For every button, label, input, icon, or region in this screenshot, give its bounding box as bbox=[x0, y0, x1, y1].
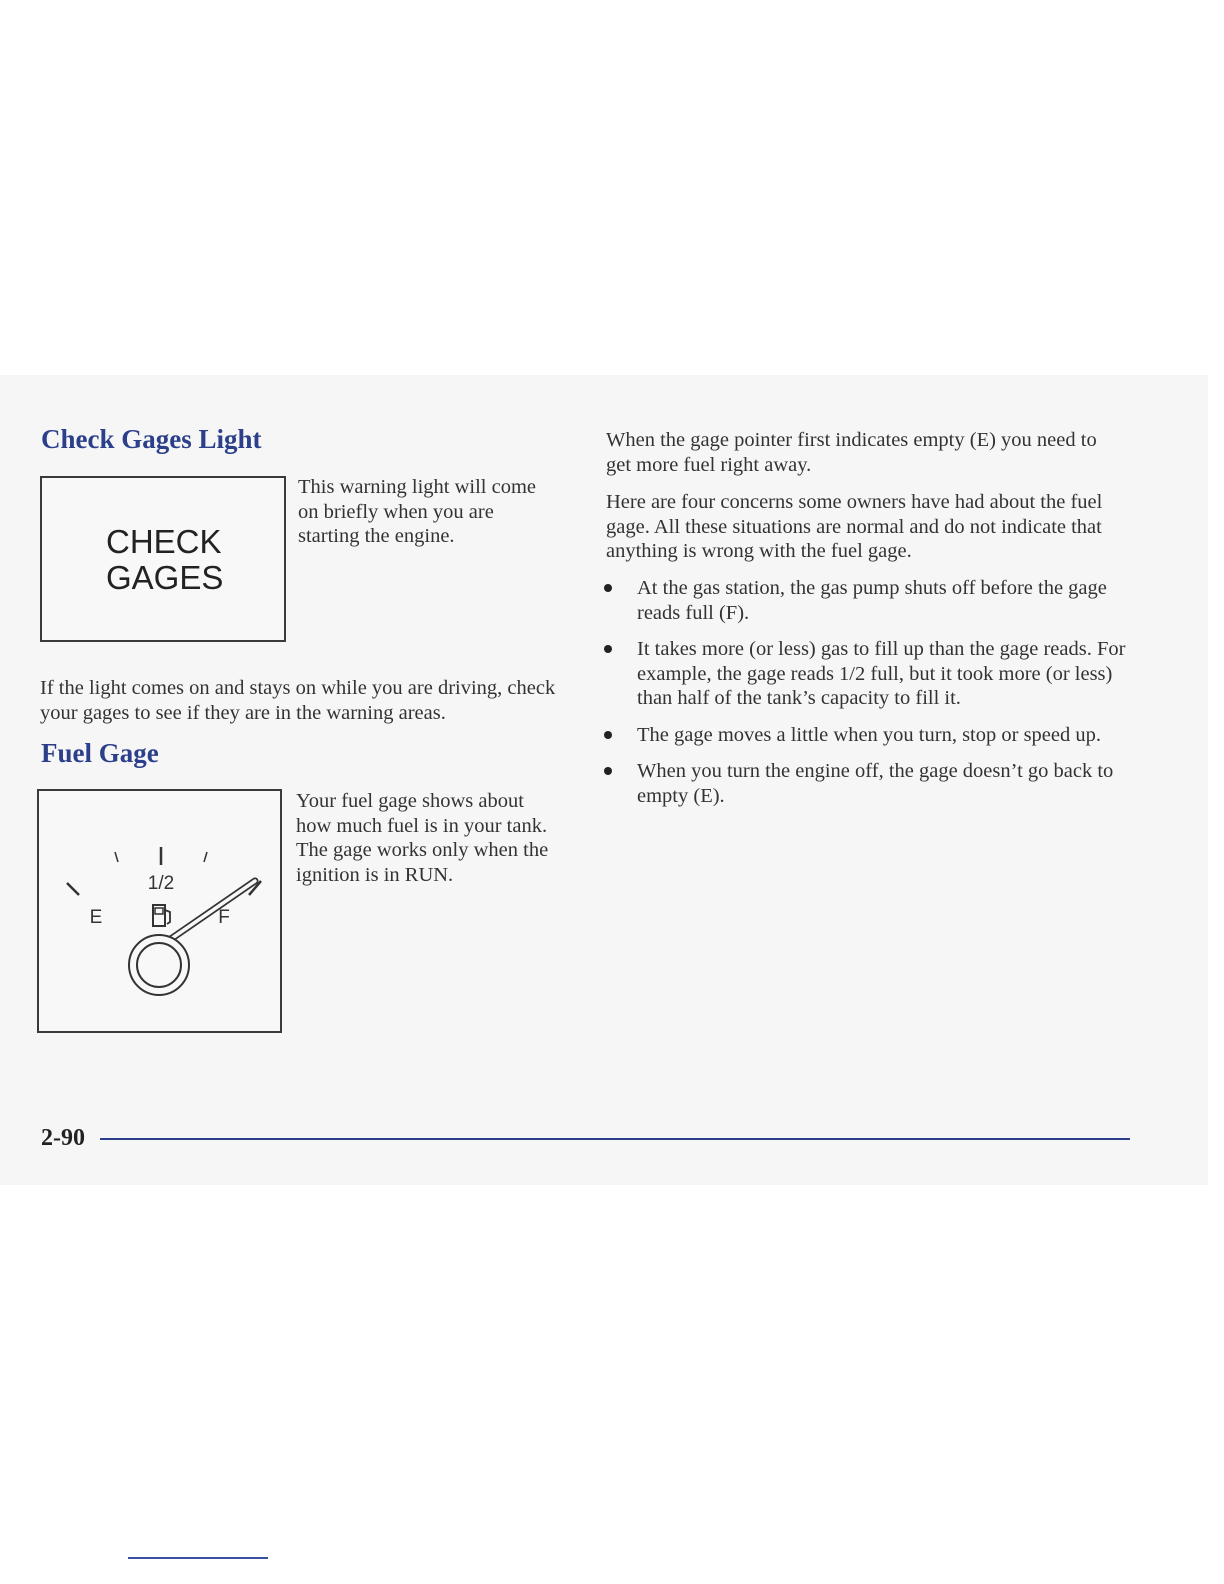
bullet-icon bbox=[604, 645, 612, 653]
check-light-line-2: GAGES bbox=[106, 559, 224, 596]
fuel-pump-icon bbox=[153, 905, 170, 926]
quarter-tick-left bbox=[115, 852, 118, 862]
right-paragraph-2: Here are four concerns some owners have had about the fuel gage. All these situations are normal and do not indicate that anything is wrong with the fuel gage. bbox=[606, 491, 1103, 562]
list-item-text: The gage moves a little when you turn, stop or speed up. bbox=[637, 723, 1101, 746]
right-paragraph-1: When the gage pointer first indicates empty (E) you need to get more fuel right away. bbox=[606, 429, 1097, 476]
fuel-gage-description: Your fuel gage shows about how much fuel is in your tank. The gage works only when the ignition is in RUN. bbox=[296, 790, 549, 886]
quarter-tick-right bbox=[204, 852, 207, 862]
list-item bbox=[604, 576, 1134, 625]
concerns-list bbox=[604, 576, 1134, 820]
list-item bbox=[604, 637, 1134, 711]
fuel-gage-heading: Fuel Gage bbox=[41, 738, 159, 768]
check-gages-light-illustration bbox=[40, 476, 286, 642]
check-gages-description: This warning light will come on briefly when you are starting the engine. bbox=[298, 476, 536, 547]
list-item-text: At the gas station, the gas pump shuts off before the gage reads full (F). bbox=[637, 577, 1107, 624]
bullet-icon bbox=[604, 584, 612, 592]
check-gages-paragraph: If the light comes on and stays on while you are driving, check your gages to see if they are in the warning areas. bbox=[40, 677, 556, 724]
list-item bbox=[604, 723, 1134, 748]
list-item-text: It takes more (or less) gas to fill up than the gage reads. For example, the gage reads 1/2 full, but it took more (or less) than half of the tank’s capacity to fill it. bbox=[637, 638, 1126, 709]
check-gages-heading: Check Gages Light bbox=[41, 424, 262, 454]
bullet-icon bbox=[604, 731, 612, 739]
list-item-text: When you turn the engine off, the gage doesn’t go back to empty (E). bbox=[637, 760, 1114, 807]
gauge-needle bbox=[165, 881, 255, 943]
empty-label: E bbox=[89, 907, 103, 928]
fuel-gage-illustration bbox=[37, 789, 282, 1033]
half-label: 1/2 bbox=[147, 873, 175, 894]
page-number: 2-90 bbox=[41, 1125, 85, 1151]
footer-rule bbox=[100, 1138, 1130, 1140]
bullet-icon bbox=[604, 767, 612, 775]
fuel-gauge-svg bbox=[39, 791, 280, 1031]
empty-tick bbox=[67, 883, 79, 895]
check-gages-light-text bbox=[106, 524, 223, 596]
list-item bbox=[604, 759, 1134, 808]
bottom-divider bbox=[128, 1557, 268, 1559]
full-label: F bbox=[218, 907, 230, 928]
check-light-line-1: CHECK bbox=[106, 523, 222, 560]
